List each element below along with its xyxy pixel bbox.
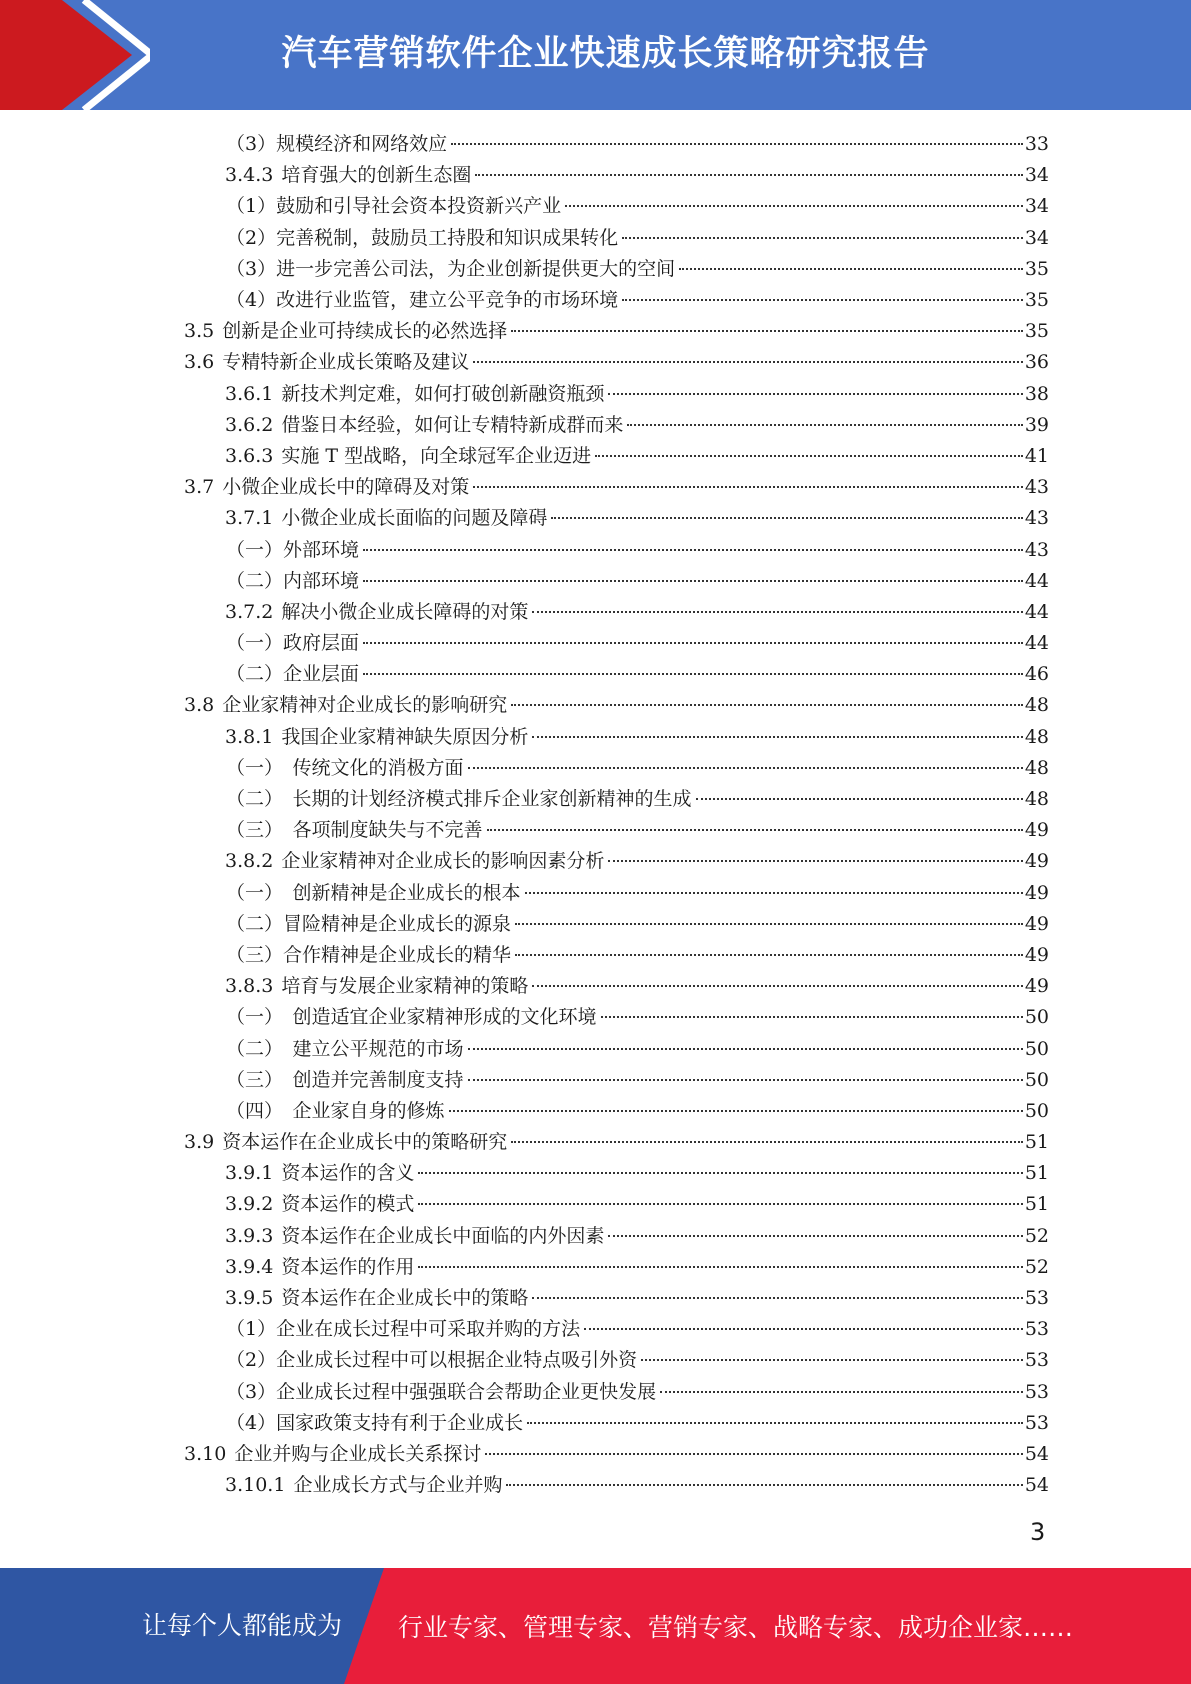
- toc-entry[interactable]: [0, 1031, 1191, 1062]
- footer-slogan-left: 让每个人都能成为: [142, 1611, 343, 1640]
- toc-entry-number: 3.6.1: [225, 382, 274, 405]
- toc-entry-page: 54: [1024, 1474, 1049, 1497]
- toc-entry-page: 53: [1024, 1349, 1049, 1372]
- toc-dot-leader: [418, 1171, 1022, 1174]
- toc-entry-page: 48: [1024, 788, 1049, 811]
- toc-entry-page: 36: [1024, 351, 1049, 374]
- toc-entry-number: 3.9.2: [225, 1193, 274, 1216]
- toc-entry-page: 35: [1024, 289, 1049, 312]
- toc-entry-title: 资本运作在企业成长中面临的内外因素: [281, 1224, 605, 1247]
- toc-dot-leader: [511, 1140, 1023, 1143]
- toc-dot-leader: [485, 1452, 1022, 1455]
- toc-entry-number: 3.5: [184, 320, 215, 343]
- toc-entry-number: 3.7: [184, 476, 215, 499]
- toc-dot-leader: [468, 1047, 1023, 1050]
- toc-dot-leader: [532, 735, 1022, 738]
- toc-entry-number: 3.10: [184, 1442, 227, 1465]
- toc-dot-leader: [696, 797, 1023, 800]
- toc-entry-page: 38: [1024, 382, 1049, 405]
- toc-dot-leader: [506, 1483, 1022, 1486]
- toc-dot-leader: [473, 485, 1023, 488]
- toc-entry-title: （二） 建立公平规范的市场: [226, 1037, 464, 1060]
- toc-entry[interactable]: [0, 1125, 1191, 1156]
- toc-dot-leader: [532, 1296, 1022, 1299]
- toc-entry-page: 35: [1024, 320, 1049, 343]
- toc-dot-leader: [525, 891, 1023, 894]
- toc-entry[interactable]: [0, 189, 1191, 220]
- toc-entry-title: （2）完善税制，鼓励员工持股和知识成果转化: [226, 226, 619, 249]
- toc-entry-title: （四） 企业家自身的修炼: [226, 1099, 445, 1122]
- toc-entry-title: （一）政府层面: [226, 632, 360, 655]
- toc-entry-page: 34: [1024, 164, 1049, 187]
- toc-entry-title: 小微企业成长面临的问题及障碍: [281, 507, 548, 530]
- toc-entry-page: 39: [1024, 413, 1049, 436]
- toc-entry[interactable]: [0, 1094, 1191, 1125]
- toc-entry[interactable]: [0, 1312, 1191, 1343]
- toc-entry-title: 新技术判定难，如何打破创新融资瓶颈: [281, 382, 605, 405]
- toc-dot-leader: [622, 236, 1023, 239]
- toc-entry[interactable]: [0, 439, 1191, 470]
- toc-entry-number: 3.4.3: [225, 164, 274, 187]
- toc-entry-title: 实施 T 型战略，向全球冠军企业迈进: [281, 444, 592, 467]
- toc-dot-leader: [473, 360, 1023, 363]
- toc-dot-leader: [363, 548, 1023, 551]
- toc-dot-leader: [468, 1078, 1023, 1081]
- toc-dot-leader: [622, 298, 1023, 301]
- toc-entry[interactable]: [0, 314, 1191, 345]
- toc-entry-title: 企业家精神对企业成长的影响研究: [222, 694, 508, 717]
- toc-entry-page: 50: [1024, 1099, 1049, 1122]
- toc-entry-number: 3.7.1: [225, 507, 274, 530]
- toc-entry-title: （二）企业层面: [226, 663, 360, 686]
- toc-dot-leader: [511, 329, 1023, 332]
- toc-entry[interactable]: [0, 1406, 1191, 1437]
- toc-entry-page: 48: [1024, 756, 1049, 779]
- toc-entry-title: 资本运作的含义: [281, 1162, 415, 1185]
- toc-entry[interactable]: [0, 813, 1191, 844]
- toc-entry-title: 创新是企业可持续成长的必然选择: [222, 320, 508, 343]
- toc-entry[interactable]: [0, 969, 1191, 1000]
- toc-entry-title: 资本运作的作用: [281, 1255, 415, 1278]
- toc-entry-page: 51: [1024, 1193, 1049, 1216]
- toc-entry-title: （一） 传统文化的消极方面: [226, 756, 464, 779]
- toc-entry-page: 33: [1024, 133, 1049, 156]
- toc-dot-leader: [551, 516, 1022, 519]
- toc-entry-title: （3）规模经济和网络效应: [226, 133, 448, 156]
- toc-entry-page: 48: [1024, 725, 1049, 748]
- toc-entry-page: 43: [1024, 476, 1049, 499]
- toc-entry-page: 41: [1024, 444, 1049, 467]
- toc-entry-page: 46: [1024, 663, 1049, 686]
- header-banner: [0, 0, 1191, 110]
- toc-entry-title: 企业家精神对企业成长的影响因素分析: [281, 850, 605, 873]
- toc-entry-page: 50: [1024, 1006, 1049, 1029]
- toc-entry[interactable]: [0, 221, 1191, 252]
- report-title: 汽车营销软件企业快速成长策略研究报告: [281, 34, 930, 74]
- toc-entry-page: 50: [1024, 1037, 1049, 1060]
- toc-entry[interactable]: [0, 1250, 1191, 1281]
- table-of-contents: [0, 127, 1191, 1499]
- toc-entry-number: 3.10.1: [225, 1474, 286, 1497]
- toc-entry-page: 34: [1024, 226, 1049, 249]
- toc-dot-leader: [511, 703, 1023, 706]
- toc-entry-number: 3.8.2: [225, 850, 274, 873]
- toc-entry-page: 44: [1024, 569, 1049, 592]
- toc-entry-title: 资本运作的模式: [281, 1193, 415, 1216]
- toc-entry[interactable]: [0, 1063, 1191, 1094]
- toc-entry-title: （3）企业成长过程中强强联合会帮助企业更快发展: [226, 1380, 657, 1403]
- toc-dot-leader: [532, 610, 1022, 613]
- toc-entry-page: 53: [1024, 1318, 1049, 1341]
- toc-entry-title: （一） 创新精神是企业成长的根本: [226, 881, 521, 904]
- toc-entry-number: 3.6.3: [225, 444, 274, 467]
- footer-slogan-right: 行业专家、管理专家、营销专家、战略专家、成功企业家……: [398, 1613, 1074, 1642]
- toc-entry-page: 49: [1024, 819, 1049, 842]
- toc-dot-leader: [475, 173, 1022, 176]
- toc-entry[interactable]: [0, 501, 1191, 532]
- toc-entry[interactable]: [0, 127, 1191, 158]
- toc-entry[interactable]: [0, 377, 1191, 408]
- toc-entry[interactable]: [0, 595, 1191, 626]
- toc-entry-number: 3.9.3: [225, 1224, 274, 1247]
- toc-entry-page: 53: [1024, 1380, 1049, 1403]
- toc-dot-leader: [641, 1358, 1023, 1361]
- toc-entry-page: 53: [1024, 1411, 1049, 1434]
- toc-entry[interactable]: [0, 626, 1191, 657]
- toc-entry-title: 小微企业成长中的障碍及对策: [222, 476, 470, 499]
- toc-entry-number: 3.9.1: [225, 1162, 274, 1185]
- toc-entry[interactable]: [0, 907, 1191, 938]
- toc-entry-page: 48: [1024, 694, 1049, 717]
- toc-entry[interactable]: [0, 345, 1191, 376]
- toc-dot-leader: [532, 984, 1022, 987]
- toc-entry[interactable]: [0, 470, 1191, 501]
- toc-entry-page: 52: [1024, 1255, 1049, 1278]
- toc-dot-leader: [608, 392, 1022, 395]
- toc-entry-title: （1）企业在成长过程中可采取并购的方法: [226, 1318, 581, 1341]
- page-number: 3: [1030, 1518, 1046, 1546]
- toc-entry[interactable]: [0, 938, 1191, 969]
- toc-dot-leader: [363, 641, 1023, 644]
- toc-entry-page: 49: [1024, 912, 1049, 935]
- toc-entry-number: 3.6.2: [225, 413, 274, 436]
- toc-entry[interactable]: [0, 408, 1191, 439]
- toc-entry-title: （三） 各项制度缺失与不完善: [226, 819, 483, 842]
- toc-entry-page: 44: [1024, 632, 1049, 655]
- toc-entry-title: （二）内部环境: [226, 569, 360, 592]
- toc-entry-title: 借鉴日本经验，如何让专精特新成群而来: [281, 413, 624, 436]
- toc-entry-title: 资本运作在企业成长中的策略研究: [222, 1131, 508, 1154]
- toc-dot-leader: [449, 1109, 1023, 1112]
- toc-entry[interactable]: [0, 532, 1191, 563]
- toc-entry[interactable]: [0, 751, 1191, 782]
- toc-entry-page: 50: [1024, 1068, 1049, 1091]
- toc-dot-leader: [608, 1234, 1022, 1237]
- toc-entry-title: （4）改进行业监管，建立公平竞争的市场环境: [226, 289, 619, 312]
- toc-entry-title: 培育强大的创新生态圈: [281, 164, 472, 187]
- toc-entry[interactable]: [0, 844, 1191, 875]
- footer-banner: [0, 1568, 1191, 1684]
- toc-entry[interactable]: [0, 1000, 1191, 1031]
- toc-entry-title: （二） 长期的计划经济模式排斥企业家创新精神的生成: [226, 788, 692, 811]
- toc-entry-page: 34: [1024, 195, 1049, 218]
- toc-dot-leader: [584, 1327, 1023, 1330]
- toc-entry[interactable]: [0, 1156, 1191, 1187]
- toc-entry[interactable]: [0, 1281, 1191, 1312]
- toc-entry-title: 资本运作在企业成长中的策略: [281, 1287, 529, 1310]
- toc-dot-leader: [608, 859, 1022, 862]
- toc-entry-title: 解决小微企业成长障碍的对策: [281, 600, 529, 623]
- toc-entry-page: 49: [1024, 943, 1049, 966]
- toc-entry-number: 3.7.2: [225, 600, 274, 623]
- toc-dot-leader: [527, 1421, 1023, 1424]
- toc-entry-page: 49: [1024, 850, 1049, 873]
- toc-entry[interactable]: [0, 283, 1191, 314]
- toc-dot-leader: [418, 1265, 1022, 1268]
- toc-dot-leader: [487, 828, 1023, 831]
- toc-entry-number: 3.8.3: [225, 975, 274, 998]
- toc-entry-title: （二）冒险精神是企业成长的源泉: [226, 912, 512, 935]
- toc-dot-leader: [660, 1390, 1023, 1393]
- toc-entry[interactable]: [0, 158, 1191, 189]
- toc-entry-page: 54: [1024, 1442, 1049, 1465]
- toc-entry-title: （一）外部环境: [226, 538, 360, 561]
- toc-entry-page: 43: [1024, 538, 1049, 561]
- toc-entry-title: （3）进一步完善公司法，为企业创新提供更大的空间: [226, 257, 676, 280]
- toc-dot-leader: [515, 922, 1023, 925]
- toc-entry-title: 培育与发展企业家精神的策略: [281, 975, 529, 998]
- toc-entry[interactable]: [0, 1437, 1191, 1468]
- toc-dot-leader: [418, 1202, 1022, 1205]
- toc-entry[interactable]: [0, 1468, 1191, 1499]
- toc-entry[interactable]: [0, 252, 1191, 283]
- toc-entry-number: 3.6: [184, 351, 215, 374]
- toc-entry-title: 企业并购与企业成长关系探讨: [234, 1442, 482, 1465]
- toc-entry-title: （一） 创造适宜企业家精神形成的文化环境: [226, 1006, 597, 1029]
- toc-entry-title: 专精特新企业成长策略及建议: [222, 351, 470, 374]
- toc-dot-leader: [565, 204, 1023, 207]
- toc-entry-number: 3.9.4: [225, 1255, 274, 1278]
- toc-entry[interactable]: [0, 876, 1191, 907]
- toc-dot-leader: [679, 267, 1023, 270]
- toc-entry-number: 3.9.5: [225, 1287, 274, 1310]
- toc-entry-title: （4）国家政策支持有利于企业成长: [226, 1411, 524, 1434]
- toc-entry-page: 49: [1024, 881, 1049, 904]
- toc-entry-page: 52: [1024, 1224, 1049, 1247]
- toc-dot-leader: [627, 423, 1022, 426]
- toc-entry-title: 我国企业家精神缺失原因分析: [281, 725, 529, 748]
- toc-entry[interactable]: [0, 1343, 1191, 1374]
- toc-entry-number: 3.8.1: [225, 725, 274, 748]
- toc-dot-leader: [468, 766, 1023, 769]
- toc-dot-leader: [515, 953, 1023, 956]
- toc-entry[interactable]: [0, 720, 1191, 751]
- toc-dot-leader: [363, 672, 1023, 675]
- toc-entry-page: 44: [1024, 600, 1049, 623]
- toc-entry-page: 51: [1024, 1162, 1049, 1185]
- toc-dot-leader: [601, 1015, 1023, 1018]
- toc-entry-page: 53: [1024, 1287, 1049, 1310]
- toc-entry-number: 3.9: [184, 1131, 215, 1154]
- toc-entry-title: （1）鼓励和引导社会资本投资新兴产业: [226, 195, 562, 218]
- toc-entry-page: 51: [1024, 1131, 1049, 1154]
- toc-dot-leader: [595, 454, 1023, 457]
- toc-entry[interactable]: [0, 1375, 1191, 1406]
- toc-entry-title: （三） 创造并完善制度支持: [226, 1068, 464, 1091]
- toc-dot-leader: [451, 142, 1023, 145]
- toc-entry-title: 企业成长方式与企业并购: [293, 1474, 503, 1497]
- toc-entry-title: （2）企业成长过程中可以根据企业特点吸引外资: [226, 1349, 638, 1372]
- toc-entry[interactable]: [0, 782, 1191, 813]
- toc-entry-page: 49: [1024, 975, 1049, 998]
- toc-entry-number: 3.8: [184, 694, 215, 717]
- toc-entry-page: 35: [1024, 257, 1049, 280]
- toc-entry[interactable]: [0, 1219, 1191, 1250]
- toc-dot-leader: [363, 579, 1023, 582]
- toc-entry[interactable]: [0, 688, 1191, 719]
- toc-entry-page: 43: [1024, 507, 1049, 530]
- toc-entry[interactable]: [0, 1187, 1191, 1218]
- toc-entry-title: （三）合作精神是企业成长的精华: [226, 943, 512, 966]
- toc-entry[interactable]: [0, 564, 1191, 595]
- toc-entry[interactable]: [0, 657, 1191, 688]
